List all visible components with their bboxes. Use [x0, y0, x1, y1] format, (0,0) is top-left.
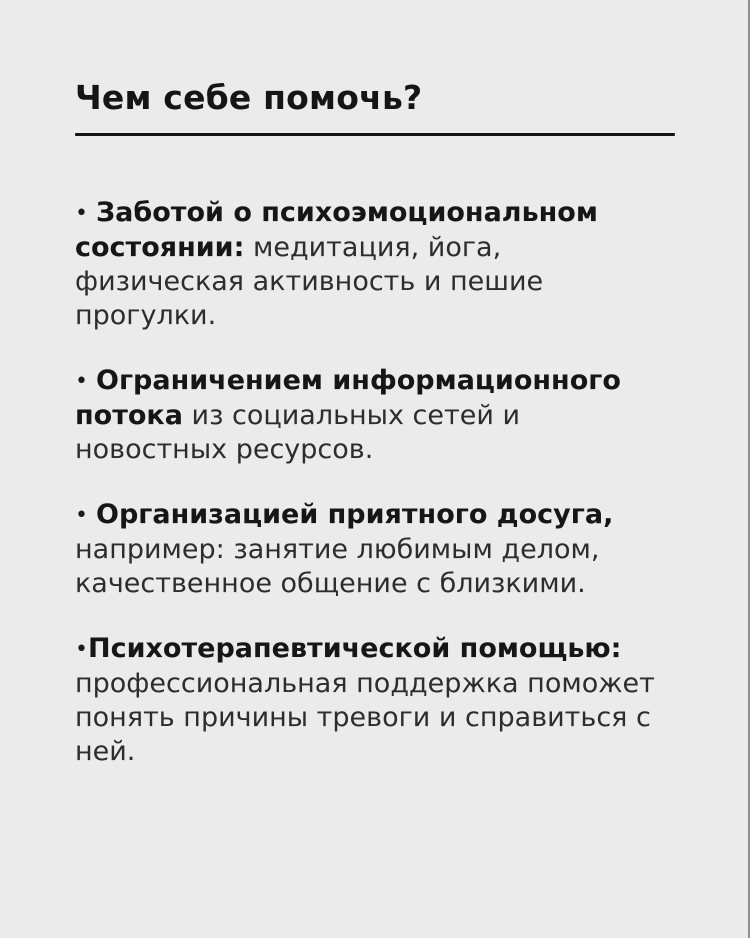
bullet-lead-text: Ограничением информационного потока	[75, 365, 621, 432]
bullet-lead-text: Заботой о психоэмоциональном состоянии:	[75, 197, 598, 264]
bullet-list	[75, 196, 678, 769]
bullet-body-text: медитация, йога, физическая активность и пешие прогулки.	[75, 232, 544, 332]
bullet-lead-text: Психотерапевтической помощью:	[88, 633, 622, 665]
page-title: Чем себе помочь?	[75, 78, 423, 117]
title-underline-rule	[75, 133, 675, 136]
bullet-marker: •	[75, 637, 88, 663]
bullet-marker: •	[75, 503, 88, 529]
bullet-body-text: из социальных сетей и новостных ресурсов.	[75, 400, 521, 466]
bullet-item-3	[75, 498, 675, 601]
bullet-item-4	[75, 632, 675, 769]
bullet-item-2	[75, 364, 675, 467]
bullet-marker: •	[75, 201, 88, 227]
bullet-body-text: например: занятие любимым делом, качественное общение с близкими.	[75, 534, 600, 600]
bullet-item-1	[75, 196, 675, 333]
bullet-lead-text: Организацией приятного досуга,	[96, 499, 614, 531]
bullet-body-text: профессиональная поддержка поможет понять причины тревоги и справиться с ней.	[75, 668, 655, 768]
bullet-marker: •	[75, 369, 88, 395]
